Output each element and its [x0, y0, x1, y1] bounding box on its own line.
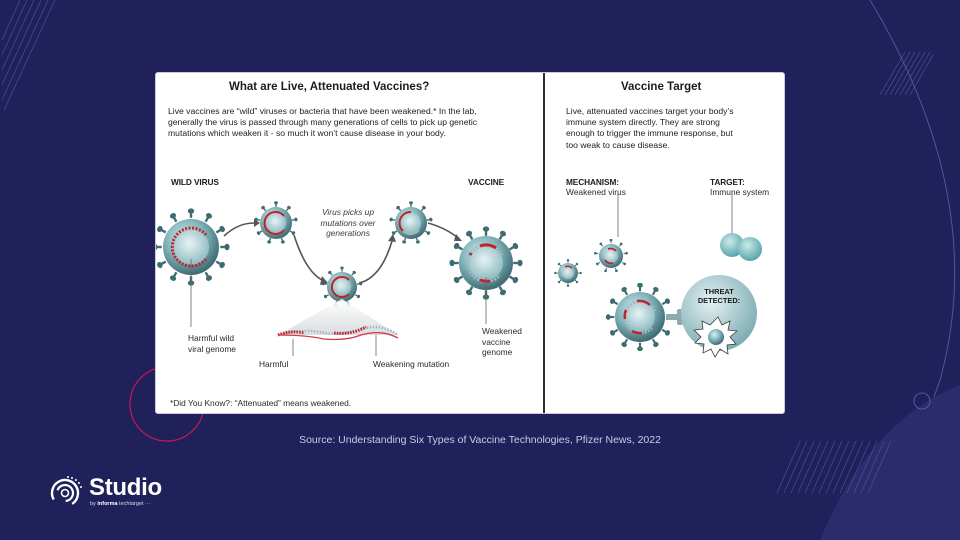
weakened-virus-small-icon: [554, 259, 582, 287]
mutation-caption: Virus picks up mutations over generations: [320, 207, 376, 238]
studio-logo: [48, 474, 178, 510]
wild-virus-label: WILD VIRUS: [171, 177, 219, 187]
left-title: What are Live, Attenuated Vaccines?: [229, 81, 430, 93]
mechanism-value: Weakened virus: [566, 187, 626, 197]
source-caption: Source: Understanding Six Types of Vaccine Technologies, Pfizer News, 2022: [299, 434, 661, 446]
immune-cells-icon: [720, 233, 762, 261]
virus-generation-1-icon: [254, 201, 298, 244]
right-description: Live, attenuated vaccines target your body’s immune system directly. They are strong enough to trigger the immune response, but too weak to cause disease.: [566, 106, 734, 150]
weakened-virus-medium-icon: [594, 239, 628, 273]
wild-virus-icon: [156, 208, 230, 285]
weakening-mutation-label: Weakening mutation: [373, 359, 450, 369]
hatch-top-left: [2, 0, 55, 110]
logo-wordmark: Studio: [89, 474, 162, 501]
weakened-virus-large-icon: [606, 283, 671, 351]
harmful-label: Harmful: [259, 359, 289, 369]
weakened-genome-label: Weakened vaccine genome: [482, 326, 522, 357]
left-description: Live vaccines are “wild” viruses or bacteria that have been weakened.* In the lab, generally the virus is passed through many generations of cells to pick up genetic mutations which weaken it - so much it won’t cause disease in your body.: [168, 106, 478, 139]
threat-detected-label: THREAT DETECTED:: [697, 287, 741, 305]
infographic-panel: [155, 72, 785, 414]
virus-generation-3-icon: [389, 201, 433, 244]
mechanism-heading: MECHANISM:: [566, 177, 619, 187]
target-heading: TARGET:: [710, 177, 745, 187]
logo-byline: by informa techtarget ···: [90, 501, 151, 507]
harmful-genome-label: Harmful wild viral genome: [188, 333, 236, 354]
panel-divider: [543, 73, 545, 414]
studio-logo-icon: [48, 474, 84, 510]
vaccine-label: VACCINE: [468, 177, 505, 187]
right-title: Vaccine Target: [621, 81, 702, 93]
target-value: Immune system: [710, 187, 770, 197]
footnote: *Did You Know?: “Attenuated” means weakened.: [170, 398, 352, 408]
